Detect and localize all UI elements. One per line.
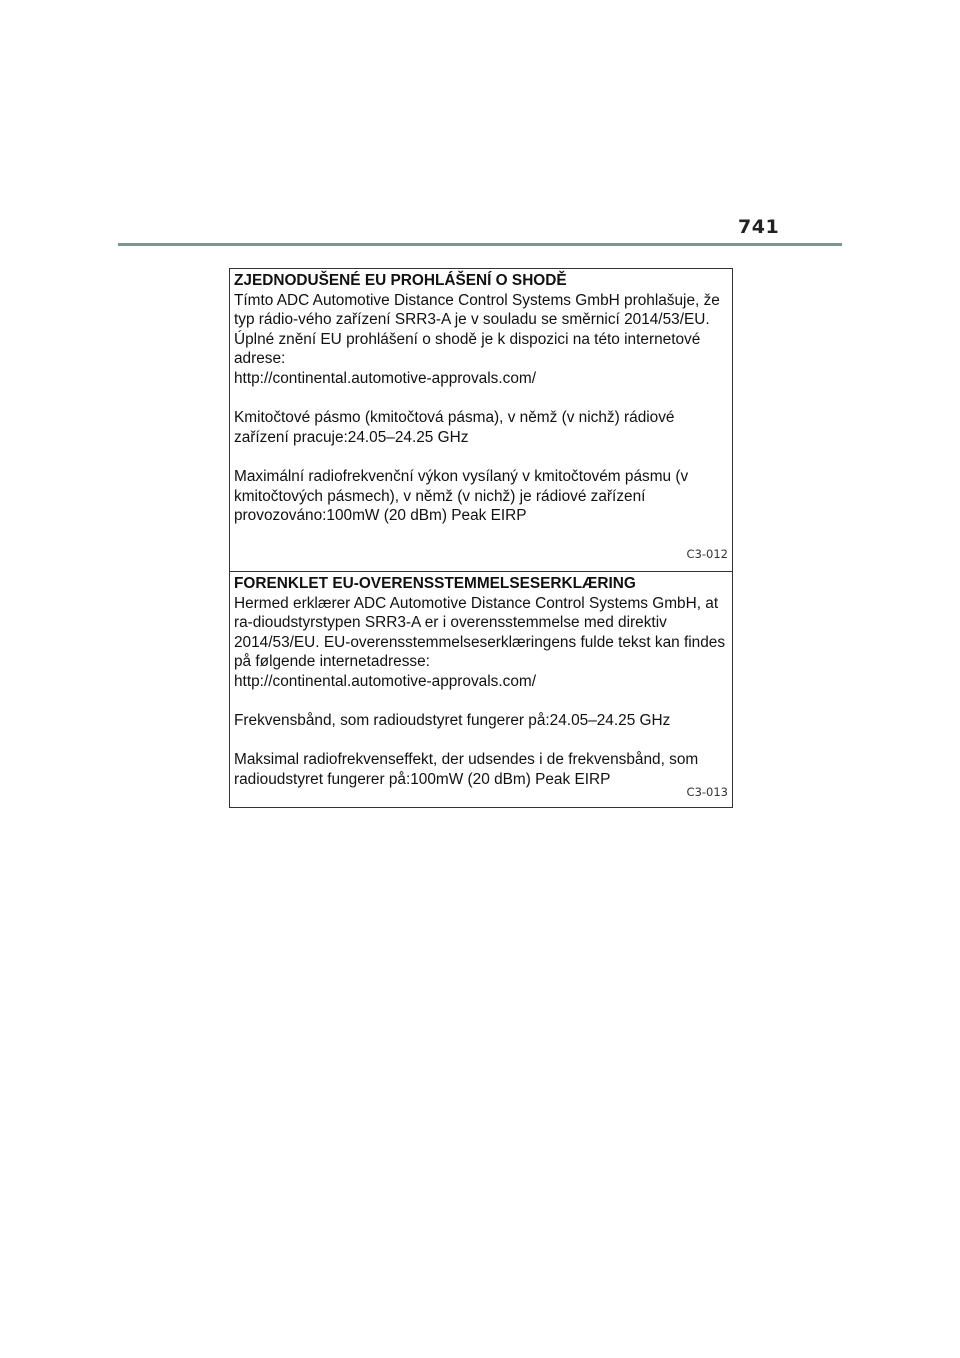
czech-line: Tímto ADC Automotive Distance Control Systems GmbH prohlašuje, že xyxy=(234,291,720,309)
danish-line: Maksimal radiofrekvenseffekt, der udsendes i de frekvensbånd, som xyxy=(234,751,699,769)
danish-line: ra-dioudstyrstypen SRR3-A er i overensstemmelse med direktiv xyxy=(234,614,667,632)
figure-code: C3-013 xyxy=(686,785,728,800)
danish-declaration-section xyxy=(230,571,732,807)
czech-line: provozováno:100mW (20 dBm) Peak EIRP xyxy=(234,507,527,525)
figure-code: C3-012 xyxy=(686,547,728,562)
czech-line: Kmitočtové pásmo (kmitočtová pásma), v němž (v nichž) rádiové xyxy=(234,409,675,427)
danish-line: Hermed erklærer ADC Automotive Distance Control Systems GmbH, at xyxy=(234,594,719,612)
paragraph-gap xyxy=(234,731,728,751)
czech-line: typ rádio-vého zařízení SRR3-A je v souladu se směrnicí 2014/53/EU. xyxy=(234,311,710,329)
czech-line: Maximální radiofrekvenční výkon vysílaný v kmitočtovém pásmu (v xyxy=(234,467,689,485)
declaration-box xyxy=(229,268,733,808)
czech-line: zařízení pracuje:24.05–24.25 GHz xyxy=(234,428,469,446)
paragraph-gap xyxy=(234,692,728,712)
czech-line: Úplné znění EU prohlášení o shodě je k dispozici na této internetové xyxy=(234,330,701,348)
czech-line: kmitočtových pásmech), v němž (v nichž) je rádiové zařízení xyxy=(234,487,646,505)
czech-url: http://continental.automotive-approvals.com/ xyxy=(234,369,536,387)
page-number: 741 xyxy=(738,216,780,238)
danish-line: radioudstyret fungerer på:100mW (20 dBm) Peak EIRP xyxy=(234,770,611,788)
danish-line: Frekvensbånd, som radioudstyret fungerer på:24.05–24.25 GHz xyxy=(234,712,671,730)
danish-url: http://continental.automotive-approvals.com/ xyxy=(234,672,536,690)
danish-line: 2014/53/EU. EU-overensstemmelseserklæringens fulde tekst kan findes xyxy=(234,633,726,651)
czech-declaration-section xyxy=(230,269,732,571)
paragraph-gap xyxy=(234,447,728,467)
czech-line: adrese: xyxy=(234,350,286,368)
danish-declaration-title: FORENKLET EU-OVERENSSTEMMELSESERKLÆRING xyxy=(234,575,636,592)
paragraph-gap xyxy=(234,389,728,409)
danish-line: på følgende internetadresse: xyxy=(234,653,430,671)
czech-declaration-title: ZJEDNODUŠENÉ EU PROHLÁŠENÍ O SHODĚ xyxy=(234,272,567,289)
header-divider xyxy=(118,243,842,246)
